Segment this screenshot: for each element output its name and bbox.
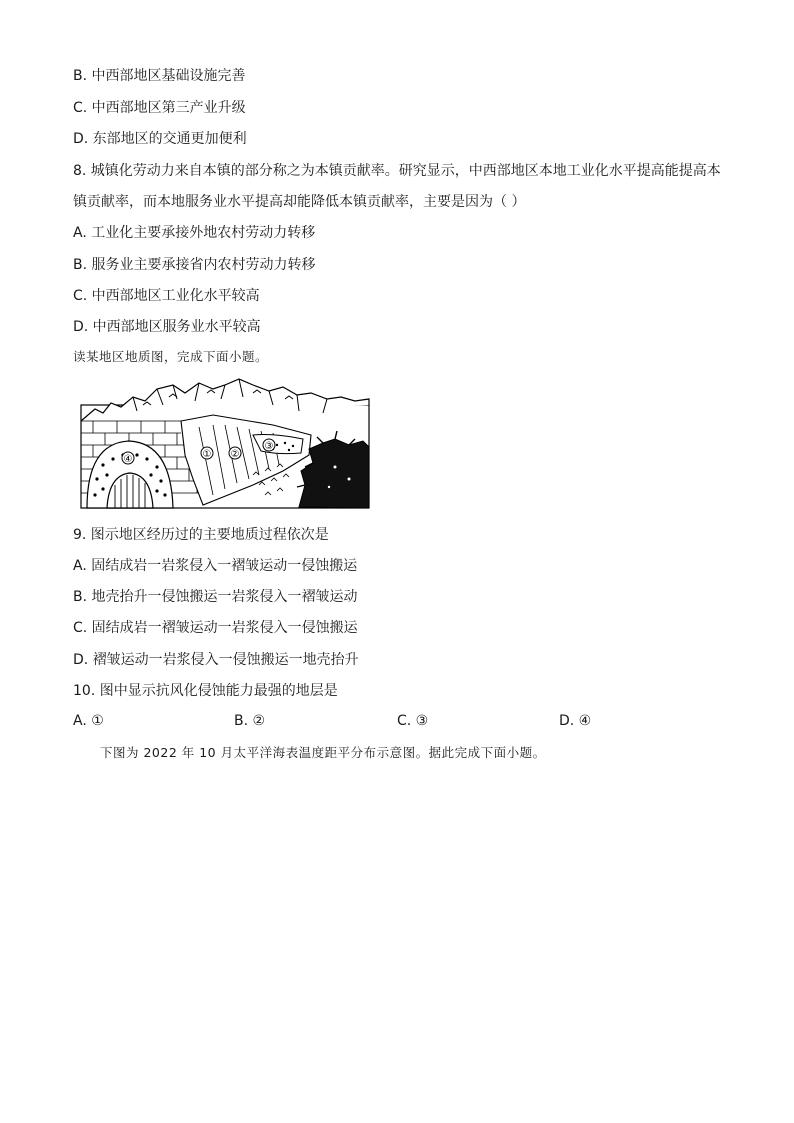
pacific-sst-intro: 下图为 2022 年 10 月太平洋海表温度距平分布示意图。据此完成下面小题。 [100, 745, 546, 760]
q8-option-c: C. 中西部地区工业化水平较高 [73, 288, 260, 304]
q10-option-a: A. ① [73, 713, 104, 729]
layer-label-3: ③ [264, 441, 274, 452]
q8-option-b: B. 服务业主要承接省内农村劳动力转移 [73, 257, 316, 273]
q8-stem-line2: 镇贡献率，而本地服务业水平提高却能降低本镇贡献率，主要是因为（ ） [73, 194, 526, 210]
q8-option-d: D. 中西部地区服务业水平较高 [73, 319, 261, 335]
prev-option-d: D. 东部地区的交通更加便利 [73, 131, 247, 147]
layer-label-4: ④ [123, 454, 133, 465]
map-intro: 读某地区地质图，完成下面小题。 [73, 349, 269, 364]
q10-stem: 10. 图中显示抗风化侵蚀能力最强的地层是 [73, 683, 338, 699]
q8-stem-line1: 8. 城镇化劳动力来自本镇的部分称之为本镇贡献率。研究显示，中西部地区本地工业化水平提高能提高本 [73, 163, 721, 179]
q9-option-a: A. 固结成岩一岩浆侵入一褶皱运动一侵蚀搬运 [73, 558, 358, 574]
layer-label-2: ② [230, 449, 240, 460]
q8-option-a: A. 工业化主要承接外地农村劳动力转移 [73, 225, 316, 241]
q9-stem: 9. 图示地区经历过的主要地质过程依次是 [73, 527, 329, 543]
prev-option-c: C. 中西部地区第三产业升级 [73, 100, 246, 116]
q10-option-b: B. ② [234, 713, 266, 729]
prev-option-b: B. 中西部地区基础设施完善 [73, 68, 246, 84]
q9-option-b: B. 地壳抬升一侵蚀搬运一岩浆侵入一褶皱运动 [73, 589, 358, 605]
q10-option-d: D. ④ [559, 713, 592, 729]
q9-option-d: D. 褶皱运动一岩浆侵入一侵蚀搬运一地壳抬升 [73, 652, 359, 668]
geologic-cross-section-figure [73, 375, 373, 510]
q10-option-c: C. ③ [397, 713, 429, 729]
layer-label-1: ① [202, 449, 212, 460]
q9-option-c: C. 固结成岩一褶皱运动一岩浆侵入一侵蚀搬运 [73, 620, 358, 636]
